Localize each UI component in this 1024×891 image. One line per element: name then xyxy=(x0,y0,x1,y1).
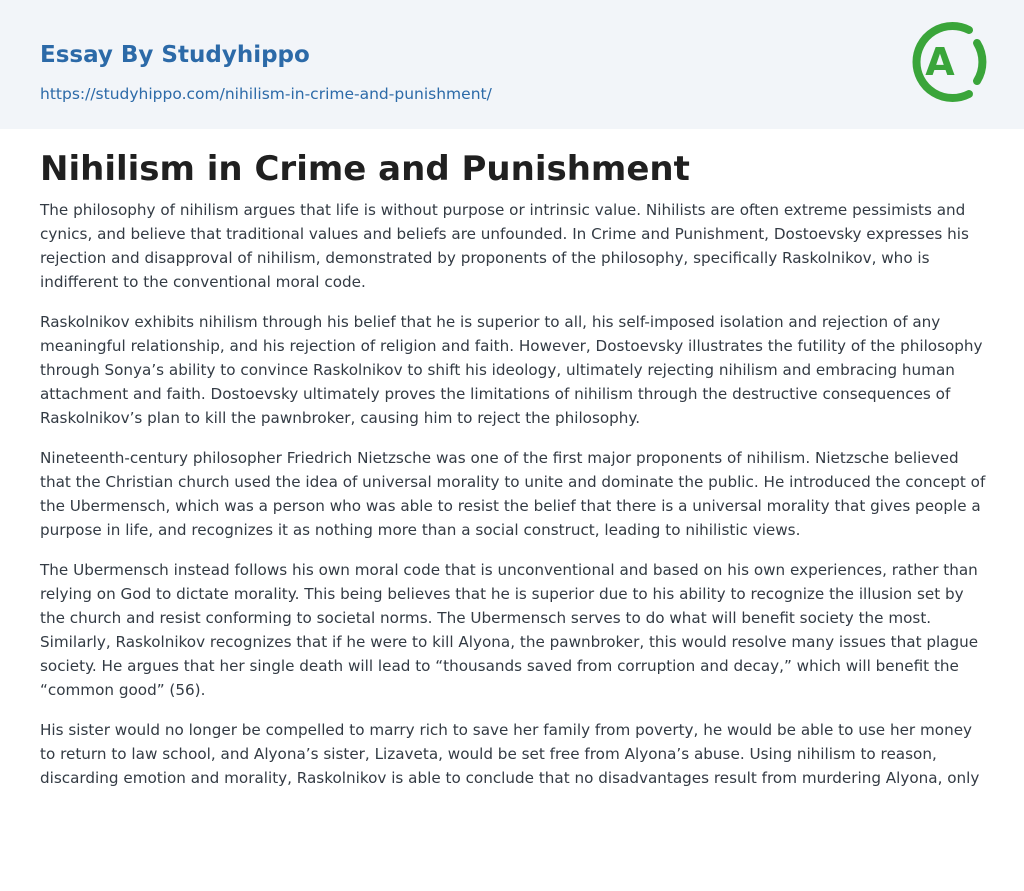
paragraph: Raskolnikov exhibits nihilism through his belief that he is superior to all, his self-imposed isolation and rejection of any meaningful relationship, and his rejection of religion and faith. However, Dostoevsky illustrates the futility of the philosophy through Sonya’s ability to convince Raskolnikov to shift his ideology, ultimately rejecting nihilism and embracing human attachment and faith. Dostoevsky ultimately proves the limitations of nihilism through the destructive consequences of Raskolnikov’s plan to kill the pawnbroker, causing him to reject the philosophy. xyxy=(40,313,983,427)
paragraph: The Ubermensch instead follows his own moral code that is unconventional and based on his own experiences, rather than relying on God to dictate morality. This being believes that he is superior due to his ability to recognize the illusion set by the church and resist conforming to societal norms. The Ubermensch serves to do what will benefit society the most. Similarly, Raskolnikov recognizes that if he were to kill Alyona, the pawnbroker, this would resolve many issues that plague society. He argues that her single death will lead to “thousands saved from corruption and decay,” which will benefit the “common good” (56). xyxy=(40,561,979,699)
studyhippo-logo-icon[interactable] xyxy=(911,18,987,106)
article-body xyxy=(0,129,1024,790)
article-title: Nihilism in Crime and Punishment xyxy=(40,149,690,189)
logo-letter: A xyxy=(925,40,955,84)
paragraph: Nineteenth-century philosopher Friedrich Nietzsche was one of the first major proponents of nihilism. Nietzsche believed that the Christian church used the idea of universal morality to unite and dominate the public. He introduced the concept of the Ubermensch, which was a person who was able to resist the belief that there is a universal morality that gives people a purpose in life, and recognizes it as nothing more than a social construct, leading to nihilistic views. xyxy=(40,449,986,539)
paragraph: The philosophy of nihilism argues that life is without purpose or intrinsic value. Nihilists are often extreme pessimists and cynics, and believe that traditional values and beliefs are unfounded. In Crime and Punishment, Dostoevsky expresses his rejection and disapproval of nihilism, demonstrated by proponents of the philosophy, specifically Raskolnikov, who is indifferent to the conventional moral code. xyxy=(40,201,969,291)
paragraph: His sister would no longer be compelled to marry rich to save her family from poverty, he would be able to use her money to return to law school, and Alyona’s sister, Lizaveta, would be set free from Alyona’s abuse. Using nihilism to reason, discarding emotion and morality, Raskolnikov is able to conclude that no disadvantages result from murdering Alyona, only xyxy=(40,721,980,787)
site-brand[interactable]: Essay By Studyhippo xyxy=(40,42,310,68)
site-header xyxy=(0,0,1024,129)
article-url-link[interactable]: https://studyhippo.com/nihilism-in-crime-and-punishment/ xyxy=(40,85,492,103)
